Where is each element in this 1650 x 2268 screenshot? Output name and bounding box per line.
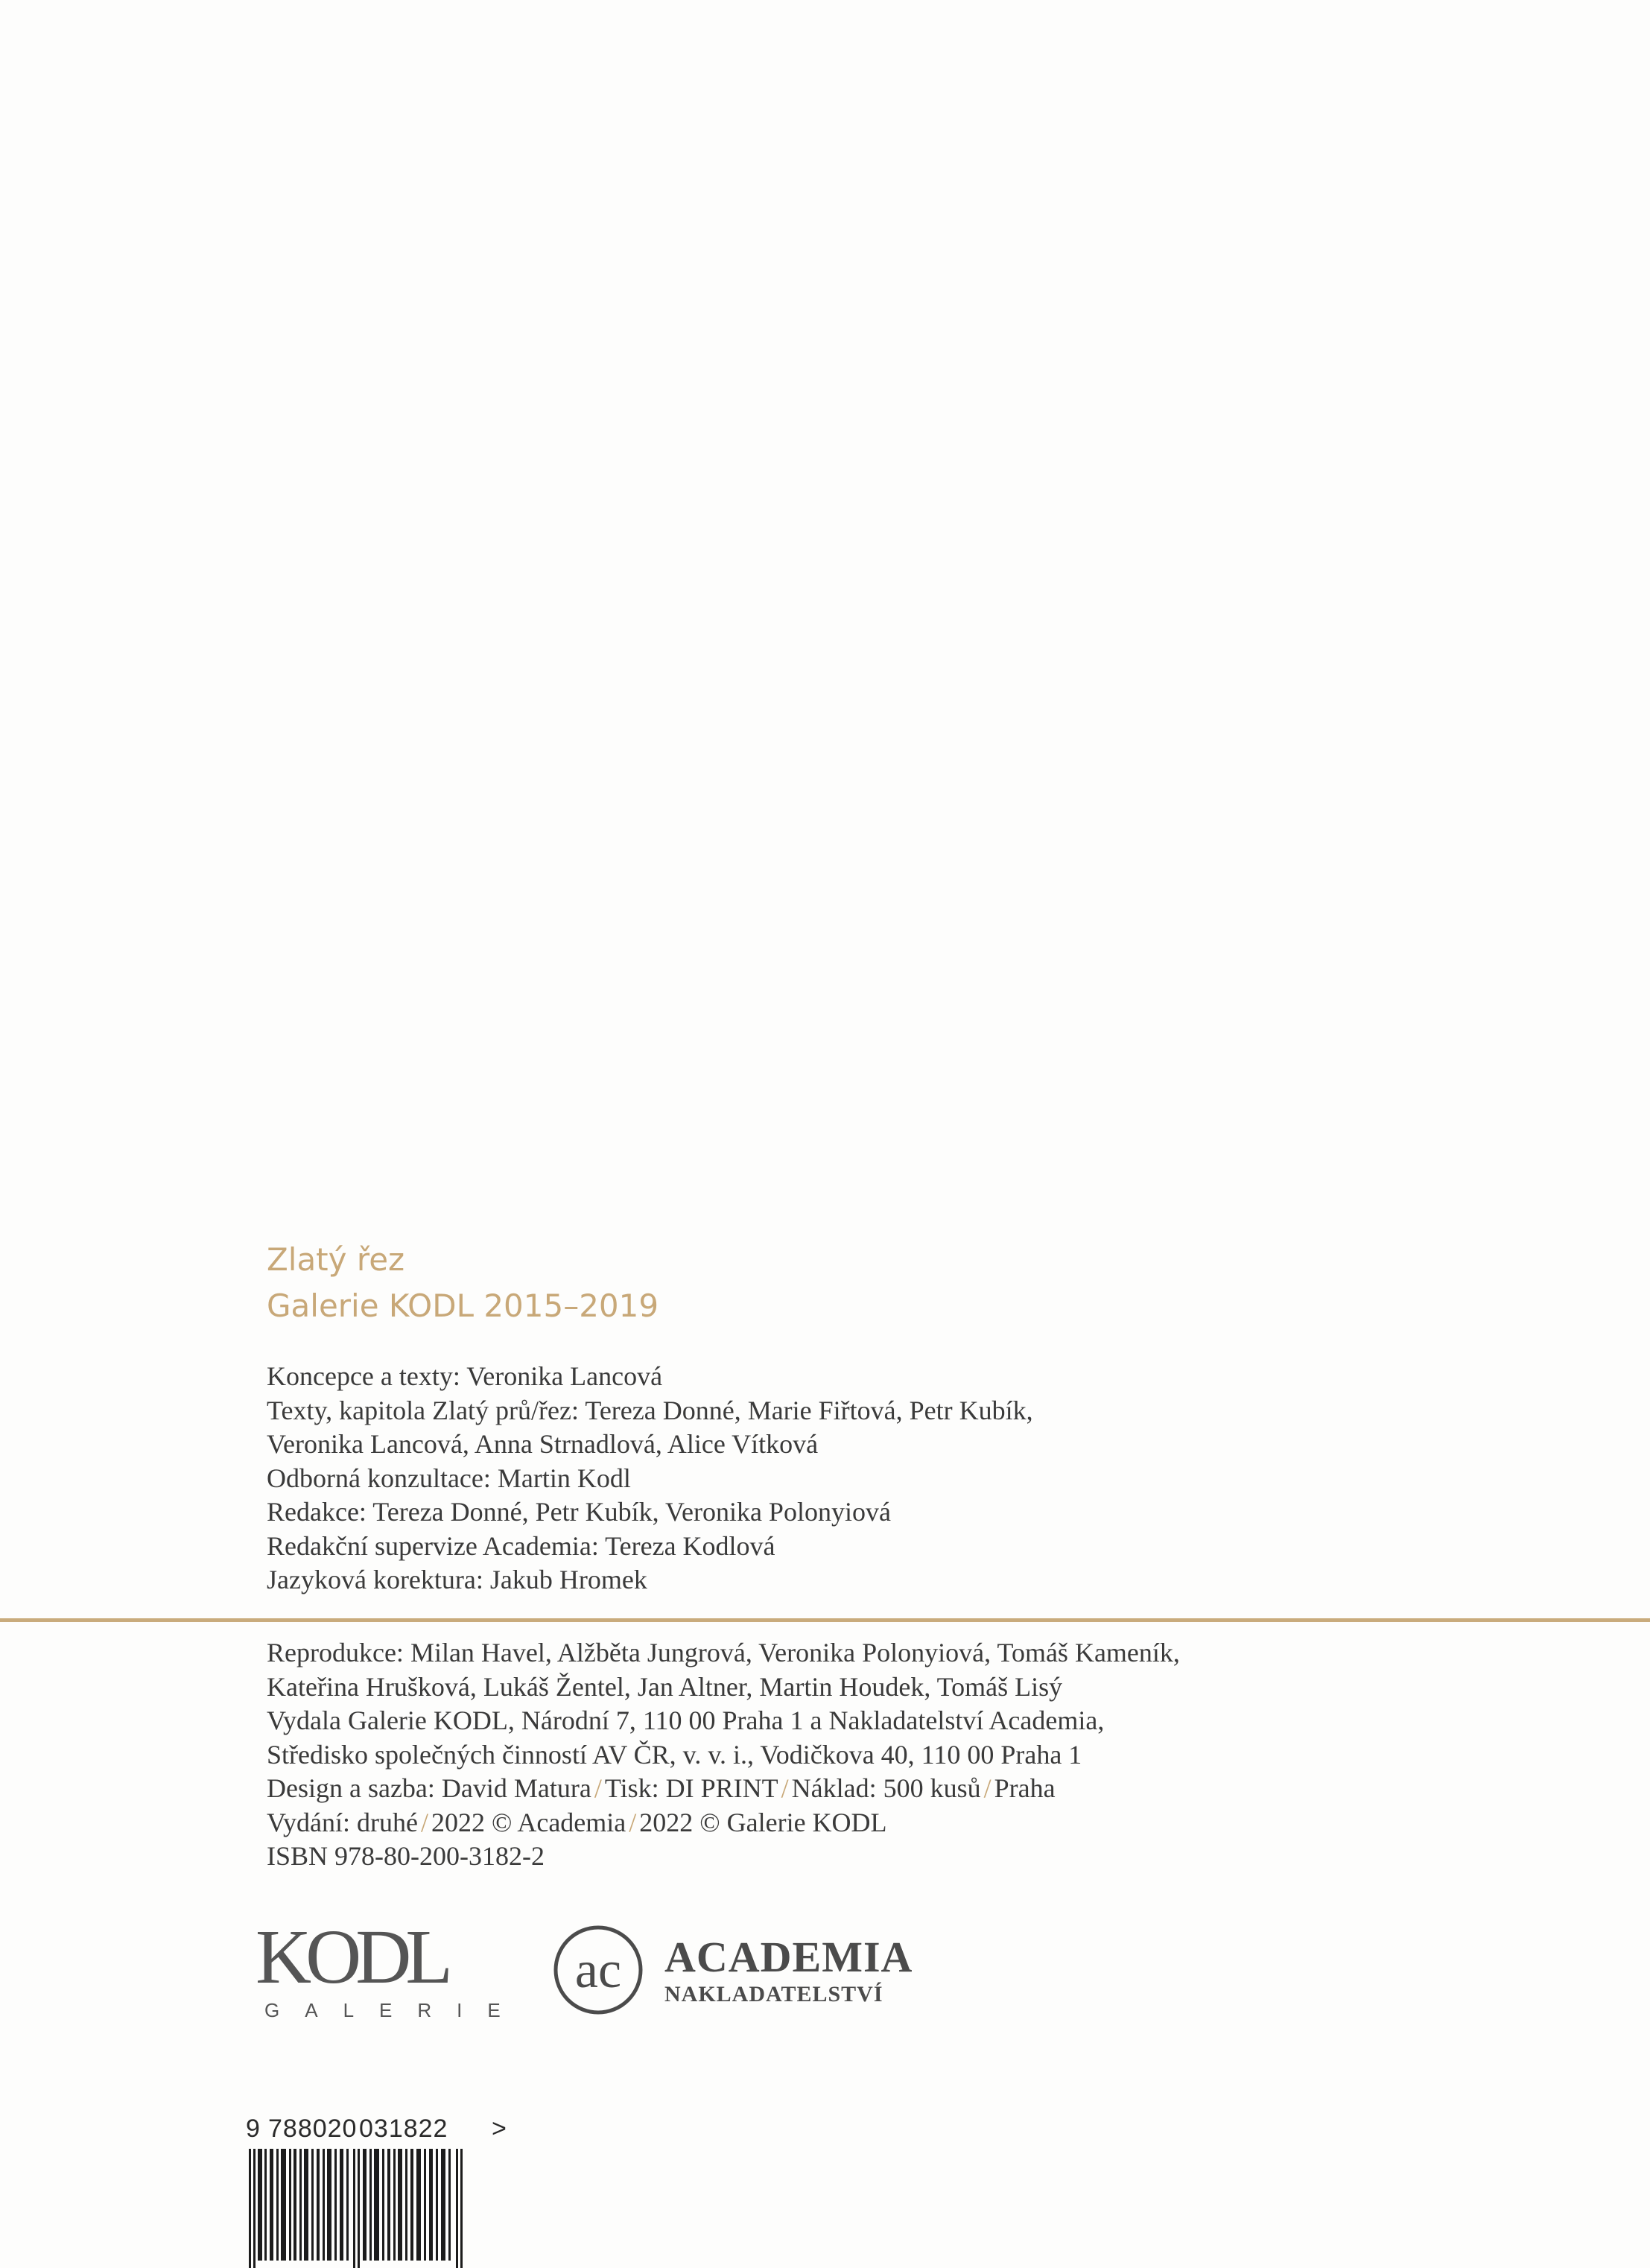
academia-sub: NAKLADATELSTVÍ: [664, 1982, 883, 2006]
print-credit: Tisk: DI PRINT: [604, 1773, 778, 1803]
academia-logo: [553, 1925, 970, 2021]
academia-ac-icon: [553, 1925, 644, 2015]
credit-line: Jazyková korektura: Jakub Hromek: [267, 1565, 647, 1594]
copyright-academia: 2022 © Academia: [431, 1807, 626, 1837]
book-subtitle: Galerie KODL 2015–2019: [267, 1287, 659, 1324]
credit-line: Texty, kapitola Zlatý prů/řez: Tereza Donné, Marie Fiřtová, Petr Kubík,: [267, 1395, 1033, 1425]
barcode-arrow: >: [492, 2115, 507, 2143]
academia-mark-text: ac: [574, 1942, 622, 1999]
barcode-bars-icon: [246, 2149, 484, 2268]
separator: /: [983, 1773, 991, 1803]
edition: Vydání: druhé: [267, 1807, 418, 1837]
isbn: ISBN 978-80-200-3182-2: [267, 1841, 545, 1871]
barcode-lead-digit: 9: [246, 2115, 260, 2143]
barcode-group-2: 031822: [359, 2115, 448, 2143]
isbn-barcode: [246, 2115, 529, 2268]
publisher-line: Vydala Galerie KODL, Národní 7, 110 00 Praha 1 a Nakladatelství Academia,: [267, 1705, 1105, 1735]
city: Praha: [994, 1773, 1056, 1803]
book-title: Zlatý řez: [267, 1241, 405, 1278]
gold-divider: [0, 1618, 1650, 1622]
design-print-line: [267, 1772, 1180, 1806]
kodl-logo-sub: GALERIE: [264, 1999, 526, 2021]
separator: /: [420, 1807, 428, 1837]
credit-line: Koncepce a texty: Veronika Lancová: [267, 1361, 663, 1391]
edition-line: [267, 1806, 1180, 1840]
reproduction-line: Kateřina Hrušková, Lukáš Žentel, Jan Altner, Martin Houdek, Tomáš Lisý: [267, 1671, 1063, 1702]
kodl-logo-word: KODL: [256, 1914, 447, 2000]
academia-name: ACADEMIA: [664, 1933, 913, 1981]
copyright-kodl: 2022 © Galerie KODL: [639, 1807, 887, 1837]
credit-line: Veronika Lancová, Anna Strnadlová, Alice Vítková: [267, 1429, 819, 1459]
credit-line: Odborná konzultace: Martin Kodl: [267, 1463, 631, 1493]
kodl-logo: [256, 1914, 526, 2021]
credits-block: [267, 1360, 1033, 1597]
credit-line: Redakce: Tereza Donné, Petr Kubík, Veronika Polonyiová: [267, 1497, 891, 1527]
separator: /: [594, 1773, 602, 1803]
credit-line: Redakční supervize Academia: Tereza Kodlová: [267, 1530, 775, 1561]
publisher-line: Středisko společných činností AV ČR, v. v. i., Vodičkova 40, 110 00 Praha 1: [267, 1739, 1082, 1770]
design-credit: Design a sazba: David Matura: [267, 1773, 591, 1803]
copies-credit: Náklad: 500 kusů: [791, 1773, 981, 1803]
reproduction-line: Reprodukce: Milan Havel, Alžběta Jungrová, Veronika Polonyiová, Tomáš Kameník,: [267, 1638, 1180, 1667]
separator: /: [629, 1807, 637, 1837]
production-block: [267, 1636, 1180, 1874]
book-title-block: [267, 1237, 659, 1329]
barcode-group-1: 788020: [268, 2115, 358, 2143]
separator: /: [781, 1773, 789, 1803]
